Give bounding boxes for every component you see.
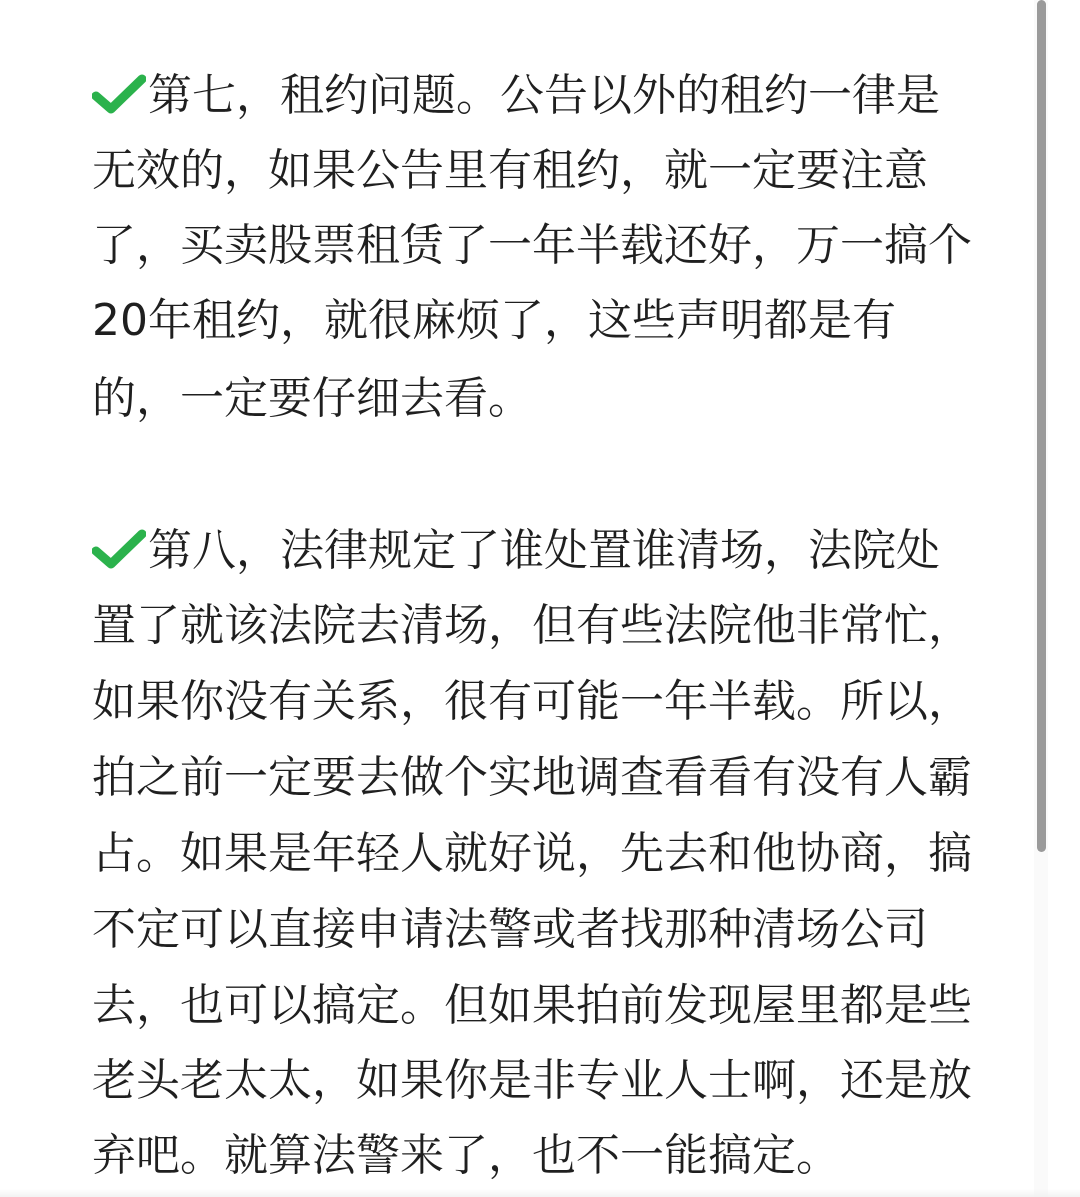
section-seven-line-3: 了，买卖股票租赁了一年半载还好，万一搞个: [92, 220, 972, 271]
section-seven-line-5: 的，一定要仔细去看。: [92, 373, 532, 424]
section-seven-line-1: [92, 70, 940, 122]
green-check-icon: [92, 72, 146, 116]
section-seven-line-4: 20年租约，就很麻烦了，这些声明都是有: [92, 295, 896, 346]
section-eight-line-5: 占。如果是年轻人就好说，先去和他协商，搞: [92, 828, 972, 879]
bottom-edge-shadow: [0, 1189, 1080, 1197]
section-seven-line-2: 无效的，如果公告里有租约，就一定要注意: [92, 145, 928, 196]
green-check-icon: [92, 527, 146, 571]
section-eight-line-9: 弃吧。就算法警来了，也不一能搞定。: [92, 1130, 840, 1181]
section-eight-line-3: 如果你没有关系，很有可能一年半载。所以，: [92, 676, 972, 727]
section-seven-text-1: 第七，租约问题。公告以外的租约一律是: [148, 70, 940, 121]
section-eight-line-1: [92, 525, 940, 577]
scrollbar-thumb[interactable]: [1037, 0, 1046, 852]
section-eight-line-4: 拍之前一定要去做个实地调查看看有没有人霸: [92, 752, 972, 803]
section-eight-text-1: 第八，法律规定了谁处置谁清场，法院处: [148, 525, 940, 576]
section-eight-line-2: 置了就该法院去清场，但有些法院他非常忙，: [92, 600, 972, 651]
section-eight-line-6: 不定可以直接申请法警或者找那种清场公司: [92, 904, 928, 955]
section-eight-line-7: 去，也可以搞定。但如果拍前发现屋里都是些: [92, 980, 972, 1031]
section-eight-line-8: 老头老太太，如果你是非专业人士啊，还是放: [92, 1055, 972, 1106]
